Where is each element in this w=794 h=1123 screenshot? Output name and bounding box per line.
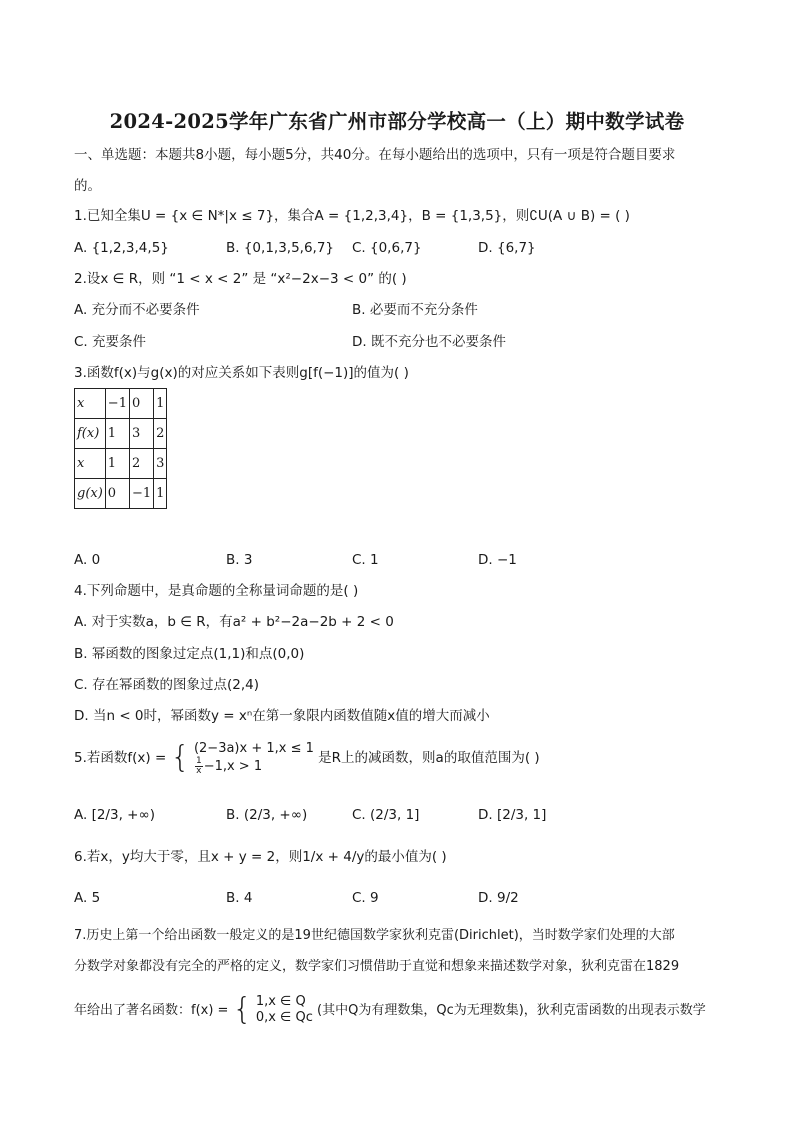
table-cell: 1	[154, 479, 167, 509]
q5-option-d: D. [2/3, 1]	[478, 807, 547, 823]
q7-line1: 7.历史上第一个给出函数一般定义的是19世纪德国数学家狄利克雷(Dirichlet)，当时数学家们处理的大部	[74, 928, 675, 943]
table-cell: 2	[129, 449, 153, 479]
brace-icon: {	[232, 992, 252, 1027]
table-row	[75, 419, 167, 449]
q5-case-2: $\frac{1}{x}$ −1,x > 1	[195, 755, 263, 776]
q3-option-c: C. 1	[352, 552, 379, 568]
q2-option-a: A. 充分而不必要条件	[74, 302, 200, 318]
table-cell: 2	[154, 419, 167, 449]
table-cell: −1	[105, 389, 129, 419]
q2-stem: 2.设x ∈ R，则 “1 < x < 2” 是 “x²−2x−3 < 0” 的( )	[74, 271, 407, 287]
table-cell: x	[75, 449, 106, 479]
table-cell: 0	[105, 479, 129, 509]
q7-line3-suffix: (其中Q为有理数集，Qc为无理数集)，狄利克雷函数的出现表示数学	[317, 1002, 706, 1018]
q7-line3-prefix: 年给出了著名函数：f(x) =	[74, 1002, 229, 1018]
q2-option-d: D. 既不充分也不必要条件	[352, 334, 506, 350]
q5-piecewise	[171, 738, 314, 778]
q4-option-b: B. 幂函数的图象过定点(1,1)和点(0,0)	[74, 646, 305, 662]
q7-cases	[256, 994, 313, 1026]
q6-option-d: D. 9/2	[478, 890, 519, 906]
table-cell: 3	[129, 419, 153, 449]
section-heading-line1: 一、单选题：本题共8小题，每小题5分，共40分。在每小题给出的选项中，只有一项是符合题目要求	[74, 147, 676, 163]
q6-option-b: B. 4	[226, 890, 253, 906]
q7-case-2: 0,x ∈ Qc	[255, 1010, 313, 1025]
table-cell: −1	[129, 479, 153, 509]
table-cell: x	[75, 389, 106, 419]
q1-option-a: A. {1,2,3,4,5}	[74, 240, 169, 256]
q1-option-c: C. {0,6,7}	[352, 240, 422, 256]
table-cell: f(x)	[75, 419, 106, 449]
table-row	[75, 449, 167, 479]
q5-suffix: 是R上的减函数，则a的取值范围为( )	[318, 750, 540, 766]
section-heading-line2: 的。	[74, 178, 101, 194]
q4-option-c: C. 存在幂函数的图象过点(2,4)	[74, 677, 260, 693]
brace-icon: {	[170, 740, 190, 775]
q3-mapping-table	[74, 388, 167, 509]
table-cell: 0	[129, 389, 153, 419]
table-cell: 1	[105, 419, 129, 449]
q1-option-d: D. {6,7}	[478, 240, 536, 256]
q3-option-a: A. 0	[74, 552, 101, 568]
exam-title: 2024-2025学年广东省广州市部分学校高一（上）期中数学试卷	[109, 110, 685, 133]
q4-stem: 4.下列命题中，是真命题的全称量词命题的是( )	[74, 583, 359, 599]
q5-cases	[194, 741, 314, 776]
table-cell: g(x)	[75, 479, 106, 509]
q3-option-b: B. 3	[226, 552, 253, 568]
q5-fraction: $\frac{1}{x}$	[195, 755, 202, 776]
table-cell: 1	[154, 389, 167, 419]
q5-case-1: (2−3a)x + 1,x ≤ 1	[193, 740, 314, 756]
q3-stem: 3.函数f(x)与g(x)的对应关系如下表则g[f(−1)]的值为( )	[74, 365, 409, 381]
q6-stem: 6.若x，y均大于零，且x + y = 2，则1/x + 4/y的最小值为( )	[74, 849, 447, 865]
q1-stem: 1.已知全集U = {x ∈ N*|x ≤ 7}，集合A = {1,2,3,4}，B = {1,3,5}，则∁U(A ∪ B) = ( )	[74, 208, 630, 224]
q5-option-b: B. (2/3, +∞)	[226, 807, 308, 823]
q4-option-d: D. 当n < 0时，幂函数y = xⁿ在第一象限内函数值随x值的增大而减小	[74, 708, 490, 724]
q2-option-c: C. 充要条件	[74, 334, 147, 350]
table-cell: 1	[105, 449, 129, 479]
q6-option-a: A. 5	[74, 890, 101, 906]
q7-case-1: 1,x ∈ Q	[255, 994, 306, 1009]
q4-option-a: A. 对于实数a，b ∈ R，有a² + b²−2a−2b + 2 < 0	[74, 614, 394, 630]
q5-option-a: A. [2/3, +∞)	[74, 807, 155, 823]
q3-option-d: D. −1	[478, 552, 517, 568]
q1-option-b: B. {0,1,3,5,6,7}	[226, 240, 335, 256]
q7-line2: 分数学对象都没有完全的严格的定义，数学家们习惯借助于直觉和想象来描述数学对象，狄利克雷在1829	[74, 959, 680, 974]
q7-piecewise	[233, 990, 313, 1031]
q7-line3	[74, 990, 706, 1031]
table-row	[75, 479, 167, 509]
q5-option-c: C. (2/3, 1]	[352, 807, 420, 823]
q5-stem	[74, 738, 540, 778]
table-cell: 3	[154, 449, 167, 479]
table-row	[75, 389, 167, 419]
q2-option-b: B. 必要而不充分条件	[352, 302, 478, 318]
q5-prefix: 5.若函数f(x) =	[74, 750, 167, 766]
q6-option-c: C. 9	[352, 890, 379, 906]
